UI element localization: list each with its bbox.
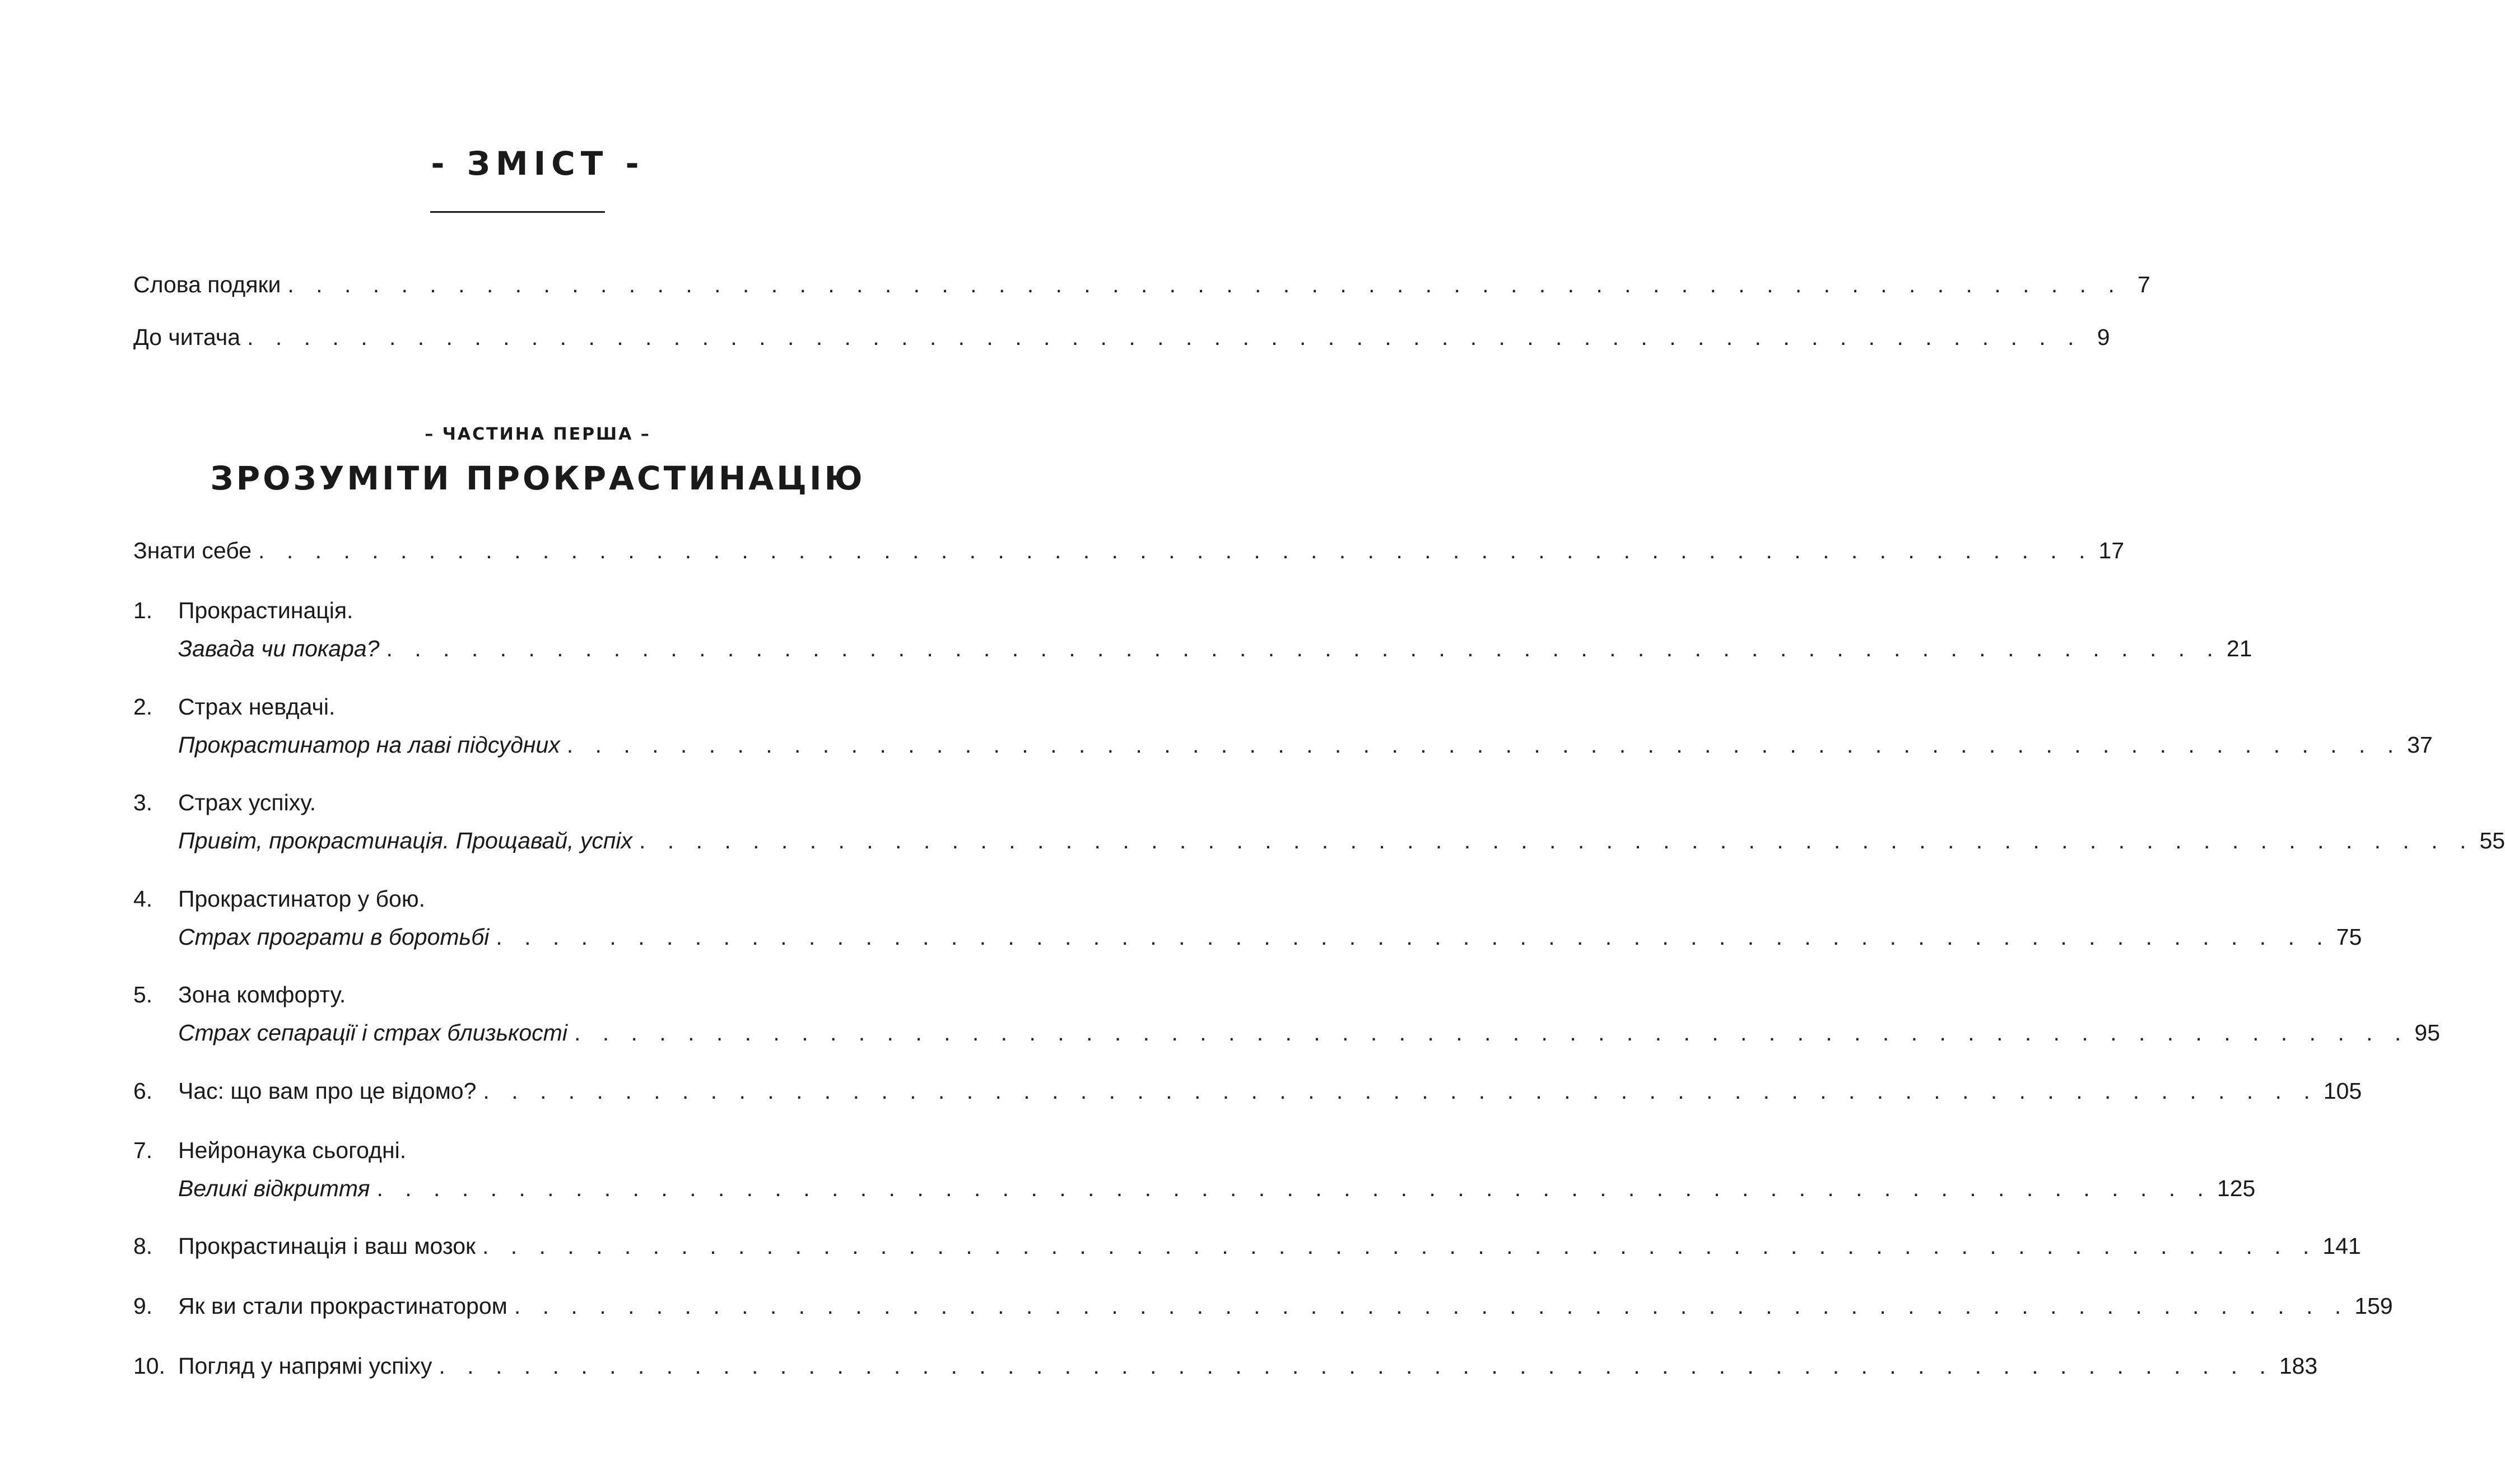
toc-title: - ЗМІСТ - — [431, 144, 645, 183]
toc-entry-chapter-3[interactable] — [133, 786, 2505, 853]
dot-leader: . . . . . . . . . . . . . . . . . . . . . . . . . . . . . . . . . . . . . . . . . . . . . . . . . . . . . . . . . . . . . . . . . — [483, 1078, 2318, 1104]
entry-title: Слова подяки — [133, 272, 281, 297]
chapter-subtitle: Привіт, прокрастинація. Прощавай, успіх — [178, 828, 633, 853]
chapter-title: Погляд у напрямі успіху — [178, 1353, 432, 1379]
entry-title: Знати себе — [133, 538, 252, 563]
page-number: 37 — [2407, 732, 2433, 758]
toc-entry-to-reader[interactable] — [133, 320, 2110, 354]
page-number: 183 — [2279, 1353, 2318, 1379]
dot-leader: . . . . . . . . . . . . . . . . . . . . . . . . . . . . . . . . . . . . . . . . . . . . . . . . . . . . . . . . . . . . . . . . . — [376, 1175, 2211, 1201]
toc-entry-chapter-10[interactable] — [133, 1349, 2318, 1383]
toc-entry-acknowledgements[interactable] — [133, 268, 2150, 301]
chapter-number: 8. — [133, 1233, 153, 1259]
chapter-subtitle: Великі відкриття — [178, 1175, 370, 1201]
page-number: 75 — [2336, 924, 2362, 950]
page-number: 7 — [2138, 272, 2150, 297]
toc-entry-chapter-8[interactable] — [133, 1229, 2361, 1263]
chapter-number: 2. — [133, 694, 153, 720]
chapter-title: Прокрастинатор у бою. — [178, 886, 425, 912]
chapter-title: Зона комфорту. — [178, 982, 346, 1007]
chapter-title: Страх невдачі. — [178, 694, 336, 720]
chapter-number: 10. — [133, 1353, 165, 1379]
part-label: – ЧАСТИНА ПЕРША – — [425, 424, 651, 444]
chapter-number: 4. — [133, 886, 153, 912]
dot-leader: . . . . . . . . . . . . . . . . . . . . . . . . . . . . . . . . . . . . . . . . . . . . . . . . . . . . . . . . . . . . . . . . . — [439, 1353, 2274, 1379]
toc-entry-chapter-4[interactable] — [133, 882, 2362, 950]
chapter-number: 1. — [133, 598, 153, 623]
chapter-title: Прокрастинація. — [178, 598, 353, 623]
chapter-subtitle: Прокрастинатор на лаві підсудних — [178, 732, 560, 758]
toc-entry-chapter-6[interactable] — [133, 1074, 2362, 1108]
chapter-number: 7. — [133, 1137, 153, 1163]
chapter-title: Нейронаука сьогодні. — [178, 1137, 407, 1163]
dot-leader: . . . . . . . . . . . . . . . . . . . . . . . . . . . . . . . . . . . . . . . . . . . . . . . . . . . . . . . . . . . . . . . . . — [514, 1293, 2349, 1319]
page-number: 9 — [2097, 324, 2110, 350]
page-number: 159 — [2354, 1293, 2393, 1319]
page-number: 95 — [2414, 1020, 2441, 1046]
page-number: 105 — [2323, 1078, 2362, 1104]
toc-entry-chapter-5[interactable] — [133, 978, 2441, 1046]
page-number: 55 — [2479, 828, 2505, 853]
dot-leader: . . . . . . . . . . . . . . . . . . . . . . . . . . . . . . . . . . . . . . . . . . . . . . . . . . . . . . . . . . . . . . . . . — [386, 636, 2221, 661]
chapter-number: 9. — [133, 1293, 153, 1319]
chapter-number: 3. — [133, 790, 153, 815]
page-number: 141 — [2322, 1233, 2361, 1259]
chapter-title: Прокрастинація і ваш мозок — [178, 1233, 476, 1259]
toc-entry-chapter-1[interactable] — [133, 594, 2252, 661]
dot-leader: . . . . . . . . . . . . . . . . . . . . . . . . . . . . . . . . . . . . . . . . . . . . . . . . . . . . . . . . . . . . . . . . . — [639, 828, 2474, 853]
chapter-title: Страх успіху. — [178, 790, 316, 815]
title-divider — [430, 211, 605, 213]
toc-entry-chapter-9[interactable] — [133, 1289, 2393, 1323]
dot-leader: . . . . . . . . . . . . . . . . . . . . . . . . . . . . . . . . . . . . . . . . . . . . . . . . . . . . . . . . . . . . . . . . . — [566, 732, 2402, 758]
part-title: ЗРОЗУМІТИ ПРОКРАСТИНАЦІЮ — [210, 459, 865, 497]
dot-leader: . . . . . . . . . . . . . . . . . . . . . . . . . . . . . . . . . . . . . . . . . . . . . . . . . . . . . . . . . . . . . . . . . — [482, 1233, 2317, 1259]
page-number: 17 — [2098, 538, 2125, 563]
dot-leader: . . . . . . . . . . . . . . . . . . . . . . . . . . . . . . . . . . . . . . . . . . . . . . . . . . . . . . . . . . . . . . . . . — [258, 538, 2093, 563]
chapter-number: 6. — [133, 1078, 153, 1104]
dot-leader: . . . . . . . . . . . . . . . . . . . . . . . . . . . . . . . . . . . . . . . . . . . . . . . . . . . . . . . . . . . . . . . . . — [287, 272, 2122, 297]
toc-entry-know-yourself[interactable] — [133, 534, 2125, 567]
chapter-title: Як ви стали прокрастинатором — [178, 1293, 507, 1319]
chapter-title: Час: що вам про це відомо? — [178, 1078, 477, 1104]
dot-leader: . . . . . . . . . . . . . . . . . . . . . . . . . . . . . . . . . . . . . . . . . . . . . . . . . . . . . . . . . . . . . . . . . — [574, 1020, 2409, 1046]
page-number: 21 — [2226, 636, 2252, 661]
chapter-subtitle: Завада чи покара? — [178, 636, 380, 661]
entry-title: До читача — [133, 324, 241, 350]
chapter-number: 5. — [133, 982, 153, 1007]
page-number: 125 — [2217, 1175, 2256, 1201]
dot-leader: . . . . . . . . . . . . . . . . . . . . . . . . . . . . . . . . . . . . . . . . . . . . . . . . . . . . . . . . . . . . . . . . . — [247, 324, 2082, 350]
chapter-subtitle: Страх програти в боротьбі — [178, 924, 490, 950]
toc-entry-chapter-7[interactable] — [133, 1133, 2256, 1201]
toc-entry-chapter-2[interactable] — [133, 690, 2433, 758]
chapter-subtitle: Страх сепарації і страх близькості — [178, 1020, 567, 1046]
dot-leader: . . . . . . . . . . . . . . . . . . . . . . . . . . . . . . . . . . . . . . . . . . . . . . . . . . . . . . . . . . . . . . . . . — [496, 924, 2331, 950]
